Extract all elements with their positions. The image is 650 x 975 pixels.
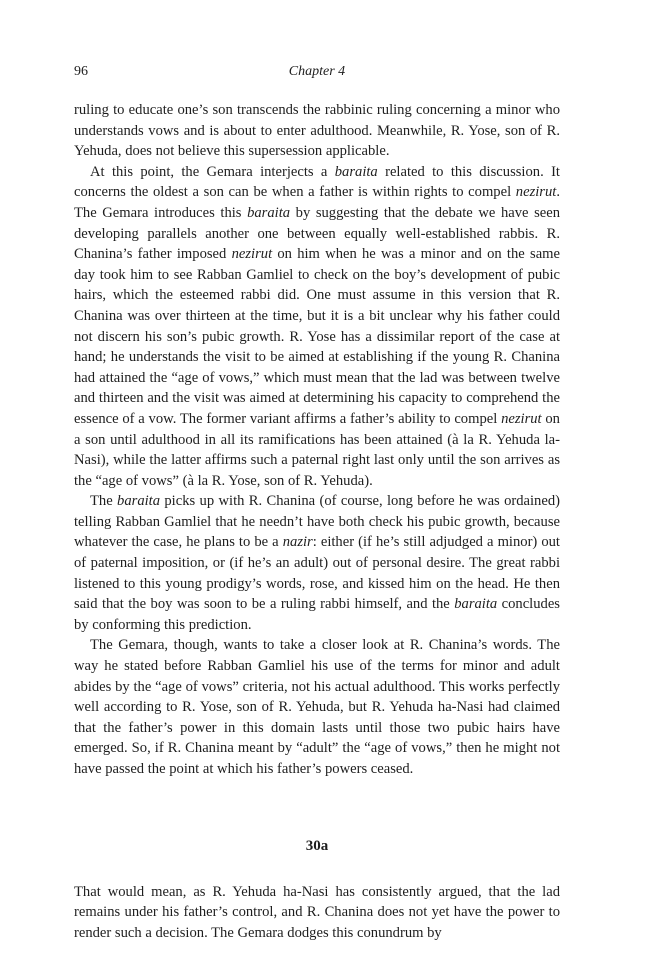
text-run: The bbox=[90, 493, 118, 510]
section-heading: 30a bbox=[305, 837, 329, 854]
page-number: 96 bbox=[74, 64, 88, 79]
italic-term: nazir bbox=[282, 534, 313, 551]
body-text bbox=[74, 100, 560, 943]
text-run: on a son until adulthood in all its ramifications has been attained (à la R. Yehuda la-Nasi), while the latter affirms such a paternal right last only until the son arrives as the “age of vows” (à la R. Yose, son of R. Yehuda). bbox=[74, 410, 560, 489]
text-run: ruling to educate one’s son transcends the rabbinic ruling concerning a minor who understands vows and is about to enter adulthood. Meanwhile, R. Yose, son of R. Yehuda, does not believe this supersession applicable. bbox=[74, 102, 560, 160]
text-run: picks up with R. Chanina (of course, long before he was ordained) telling Rabban Gamliel that he needn’t have both check his pubic growth, because whatever the case, he plans to be a bbox=[74, 493, 560, 551]
italic-term: nezirut bbox=[515, 184, 557, 201]
text-run: . The Gemara introduces this bbox=[74, 184, 560, 221]
text-run: That would mean, as R. Yehuda ha-Nasi has consistently argued, that the lad remains under his father’s control, and R. Chanina does not yet have the power to render such a decision. The Gemara dodges this conundrum by bbox=[74, 883, 560, 941]
text-run: concludes by conforming this prediction. bbox=[74, 596, 560, 633]
text-run: by suggesting that the debate we have seen developing parallels another one between equally well-established rabbis. R. Chanina’s father imposed bbox=[74, 204, 561, 263]
page-header bbox=[74, 64, 560, 84]
text-run: : either (if he’s still adjudged a minor) out of paternal imposition, or (if he’s an adult) out of personal desire. The great rabbi listened to this young prodigy’s words, rose, and kissed him on the head. He then said that the boy was soon to be a ruling rabbi himself, and the bbox=[74, 534, 560, 613]
italic-term: nezirut bbox=[501, 410, 542, 427]
paragraph bbox=[74, 100, 560, 162]
italic-term: baraita bbox=[117, 493, 161, 510]
paragraph bbox=[74, 635, 560, 779]
paragraph bbox=[74, 491, 560, 635]
italic-term: baraita bbox=[334, 163, 378, 180]
italic-term: nezirut bbox=[231, 246, 273, 263]
text-run: on him when he was a minor and on the same day took him to see Rabban Gamliel to check on the boy’s development of pubic hairs, which the esteemed rabbi did. One must assume in this version that R. Chanina was over thirteen at the time, but it is a bit unclear why his father could not discern his son’s pubic growth. R. Yose has a dissimilar report of the case at hand; he understands the visit to be aimed at establishing if the young R. Chanina had attained the “age of vows,” which must mean that the lad was between twelve and thirteen and the visit was aimed at determining his capacity to comprehend the essence of a vow. The former variant affirms a father’s ability to compel bbox=[74, 246, 560, 427]
paragraph bbox=[74, 882, 560, 944]
italic-term: baraita bbox=[247, 204, 291, 221]
italic-term: baraita bbox=[454, 596, 498, 613]
running-head: Chapter 4 bbox=[288, 64, 346, 79]
text-run: related to this discussion. It concerns the oldest a son can be when a father is within rights to compel bbox=[74, 163, 560, 201]
text-run: The Gemara, though, wants to take a closer look at R. Chanina’s words. The way he stated before Rabban Gamliel his use of the terms for minor and adult abides by the “age of vows” criteria, not his actual adulthood. This works perfectly well according to R. Yose, son of R. Yehuda, but R. Yehuda ha-Nasi had claimed that the father’s power in this domain lasts until those two pubic hairs have emerged. So, if R. Chanina meant by “adult” the “age of vows,” then he might not have passed the point at which his father’s powers ceased. bbox=[74, 637, 560, 777]
text-run: At this point, the Gemara interjects a bbox=[90, 163, 335, 180]
paragraph bbox=[74, 162, 560, 492]
